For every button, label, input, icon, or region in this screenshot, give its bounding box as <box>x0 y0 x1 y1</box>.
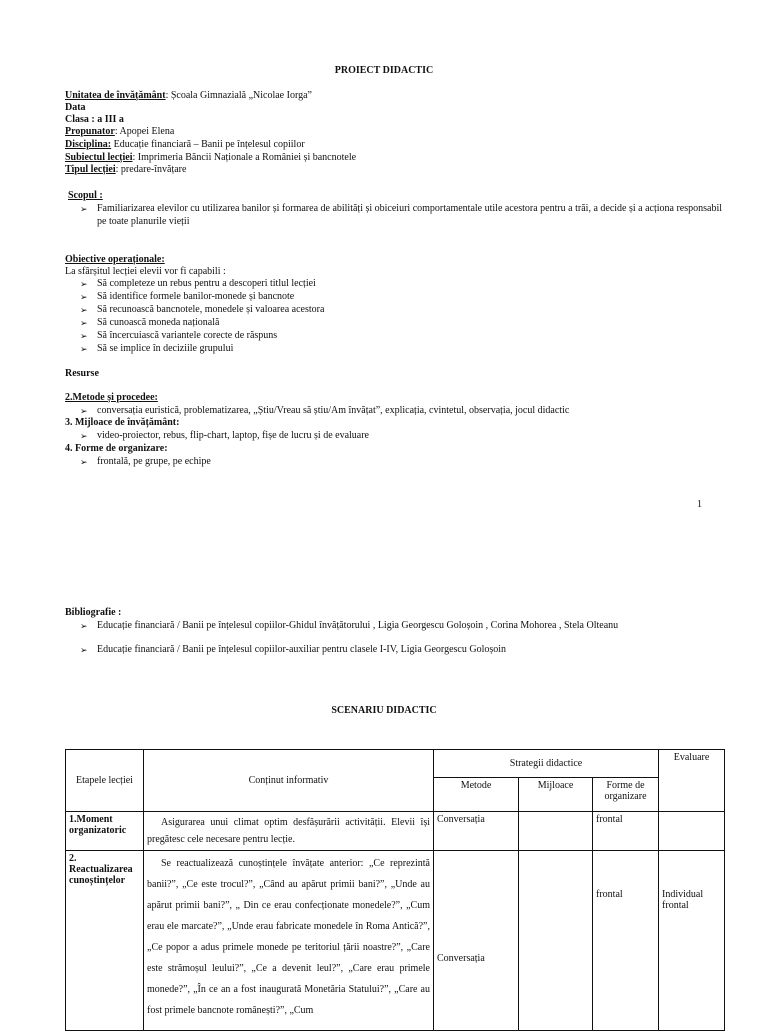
row-mijloace <box>519 812 593 851</box>
row-etapa: 1.Moment organizatoric <box>66 812 144 851</box>
scenariu-title: SCENARIU DIDACTIC <box>331 705 437 716</box>
obiective-intro: La sfârșitul lecției elevii vor fi capabili : <box>65 266 226 277</box>
obiective-heading: Obiective operaționale: <box>65 254 165 265</box>
header-mijloace: Mijloace <box>519 778 593 812</box>
field-unitatea: Unitatea de învățământ: Școala Gimnazială „Nicolae Iorga” <box>65 90 312 101</box>
scop-heading: Scopul : <box>68 190 103 201</box>
arrow-bullet-icon: ➢ <box>80 305 88 315</box>
row-metode: Conversația <box>434 851 519 1031</box>
field-disciplina: Disciplina: Educație financiară – Banii pe înțelesul copiilor <box>65 139 305 150</box>
header-forme: Forme de organizare <box>593 778 659 812</box>
field-clasa: Clasa : a III a <box>65 114 124 125</box>
arrow-bullet-icon: ➢ <box>80 645 88 655</box>
row-forme: frontal <box>593 812 659 851</box>
header-metode: Metode <box>434 778 519 812</box>
field-subiectul: Subiectul lecției: Imprimeria Băncii Naționale a României și bancnotele <box>65 152 357 163</box>
resurse-heading: Resurse <box>65 368 99 379</box>
row-etapa: 2. Reactualizarea cunoștințelor <box>66 851 144 1031</box>
header-strategii: Strategii didactice <box>434 750 659 778</box>
page-title: PROIECT DIDACTIC <box>334 65 434 76</box>
forme-heading: 4. Forme de organizare: <box>65 443 168 454</box>
arrow-bullet-icon: ➢ <box>80 331 88 341</box>
mijloace-heading: 3. Mijloace de învățământ: <box>65 417 180 428</box>
arrow-bullet-icon: ➢ <box>80 406 88 416</box>
document-page: PROIECT DIDACTIC Unitatea de învățământ: Școala Gimnazială „Nicolae Iorga” Data Clasa : a III a Propunator: Apopei Elena Disciplina: Educație financiară – Banii pe înțelesul copiilor Subiectul lecției: Imprimeria Băncii Naționale a României și bancnotele Tipul lecției: predare-învățare Scopul : ➢ Familiarizarea elevilor cu utilizarea banilor și formarea de abilități și obiceiuri comportamentale utile acestora pentru a trăi, a decide și a acționa responsabil pe toate planurile vieții Obiective operaționale: La sfârșitul lecției elevii vor fi capabili : ➢ Să completeze un rebus pentru a descoperi titlul lecției ➢ Să identifice formele banilor-monede și bancnote ➢ Să recunoască bancnotele, monedele și valoarea acestora ➢ Să cunoască moneda națională ➢ Să încercuiască variantele corecte de răspuns ➢ Să se implice în deciziile grupului Resurse 2.Metode și procedee: ➢ conversația euristică, problematizarea, „Știu/Vreau să știu/Am învățat”, explicația, cvintetul, observația, jocul didactic 3. Mijloace de învățământ: ➢ video-proiector, rebus, flip-chart, laptop, fișe de lucru și de evaluare 4. Forme de organizare: ➢ frontală, pe grupe, pe echipe 1 Bibliografie : ➢ Educație financiară / Banii pe înțelesul copiilor-Ghidul învățătorului , Ligia Georgescu Goloșoin , Corina Mohorea , Stela Olteanu ➢ Educație financiară / Banii pe înțelesul copiilor-auxiliar pentru clasele I-IV, Ligia Georgescu Goloșoin SCENARIU DIDACTIC Etapele lecției Conținut informativ Strategii didactice Evaluare Metode Mijloace Forme de organizare 1.Moment organizatoric Asigurarea unui climat optim desfășurării activității. Elevii își pregătesc cele necesare pentru lecție. Conversația frontal 2. Reactualizarea cunoștințelor Se reactualizează cunoștințele învățate anterior: „Ce reprezintă banii?”, „Ce este trocul?”, „Când au apărut primii bani?”, „Unde au apărut primii bani?”, „ Din ce erau confecționate monedele?”, „Cum erau ele marcate?”, „Unde erau fabricate monedele în Roma Antică?”, „Ce popor a adus primele monede pe teritoriul țării noastre?”, „Care este strămoșul leului?”, „Ce a devenit leul?”, „Care erau primele monede?”, „În ce an a fost inaugurată Monetăria Statului?”, „Care au fost primele bancnote românești?”, „Cum Conversația frontal Individual frontal <box>0 0 768 1024</box>
table-header-row <box>66 750 725 778</box>
bibliografie-heading: Bibliografie : <box>65 607 122 618</box>
metode-heading: 2.Metode și procedee: <box>65 392 158 403</box>
scenario-table <box>65 749 725 1031</box>
header-continut: Conținut informativ <box>144 750 434 812</box>
arrow-bullet-icon: ➢ <box>80 621 88 631</box>
row-mijloace <box>519 851 593 1031</box>
arrow-bullet-icon: ➢ <box>80 431 88 441</box>
row-evaluare <box>659 812 725 851</box>
header-etapele: Etapele lecției <box>66 750 144 812</box>
row-continut: Se reactualizează cunoștințele învățate anterior: „Ce reprezintă banii?”, „Ce este trocul?”, „Când au apărut primii bani?”, „Unde au apărut primii bani?”, „ Din ce erau confecționate monedele?”, „Cum erau ele marcate?”, „Unde erau fabricate monedele în Roma Antică?”, „Ce popor a adus primele monede pe teritoriul țării noastre?”, „Care este strămoșul leului?”, „Ce a devenit leul?”, „Care erau primele monede?”, „În ce an a fost inaugurată Monetăria Statului?”, „Care au fost primele bancnote românești?”, „Cum <box>144 851 434 1031</box>
arrow-bullet-icon: ➢ <box>80 292 88 302</box>
table-row <box>66 812 725 851</box>
arrow-bullet-icon: ➢ <box>80 344 88 354</box>
arrow-bullet-icon: ➢ <box>80 457 88 467</box>
header-evaluare: Evaluare <box>659 750 725 812</box>
arrow-bullet-icon: ➢ <box>80 204 88 214</box>
row-continut: Asigurarea unui climat optim desfășurării activității. Elevii își pregătesc cele necesare pentru lecție. <box>144 812 434 851</box>
arrow-bullet-icon: ➢ <box>80 318 88 328</box>
field-propunator: Propunator: Apopei Elena <box>65 126 175 137</box>
row-forme: frontal <box>593 851 659 1031</box>
row-metode: Conversația <box>434 812 519 851</box>
row-evaluare: Individual frontal <box>659 851 725 1031</box>
page-number: 1 <box>697 499 702 510</box>
field-tipul: Tipul lecției: predare-învățare <box>65 164 187 175</box>
table-row <box>66 851 725 1031</box>
field-data: Data <box>65 102 86 113</box>
arrow-bullet-icon: ➢ <box>80 279 88 289</box>
